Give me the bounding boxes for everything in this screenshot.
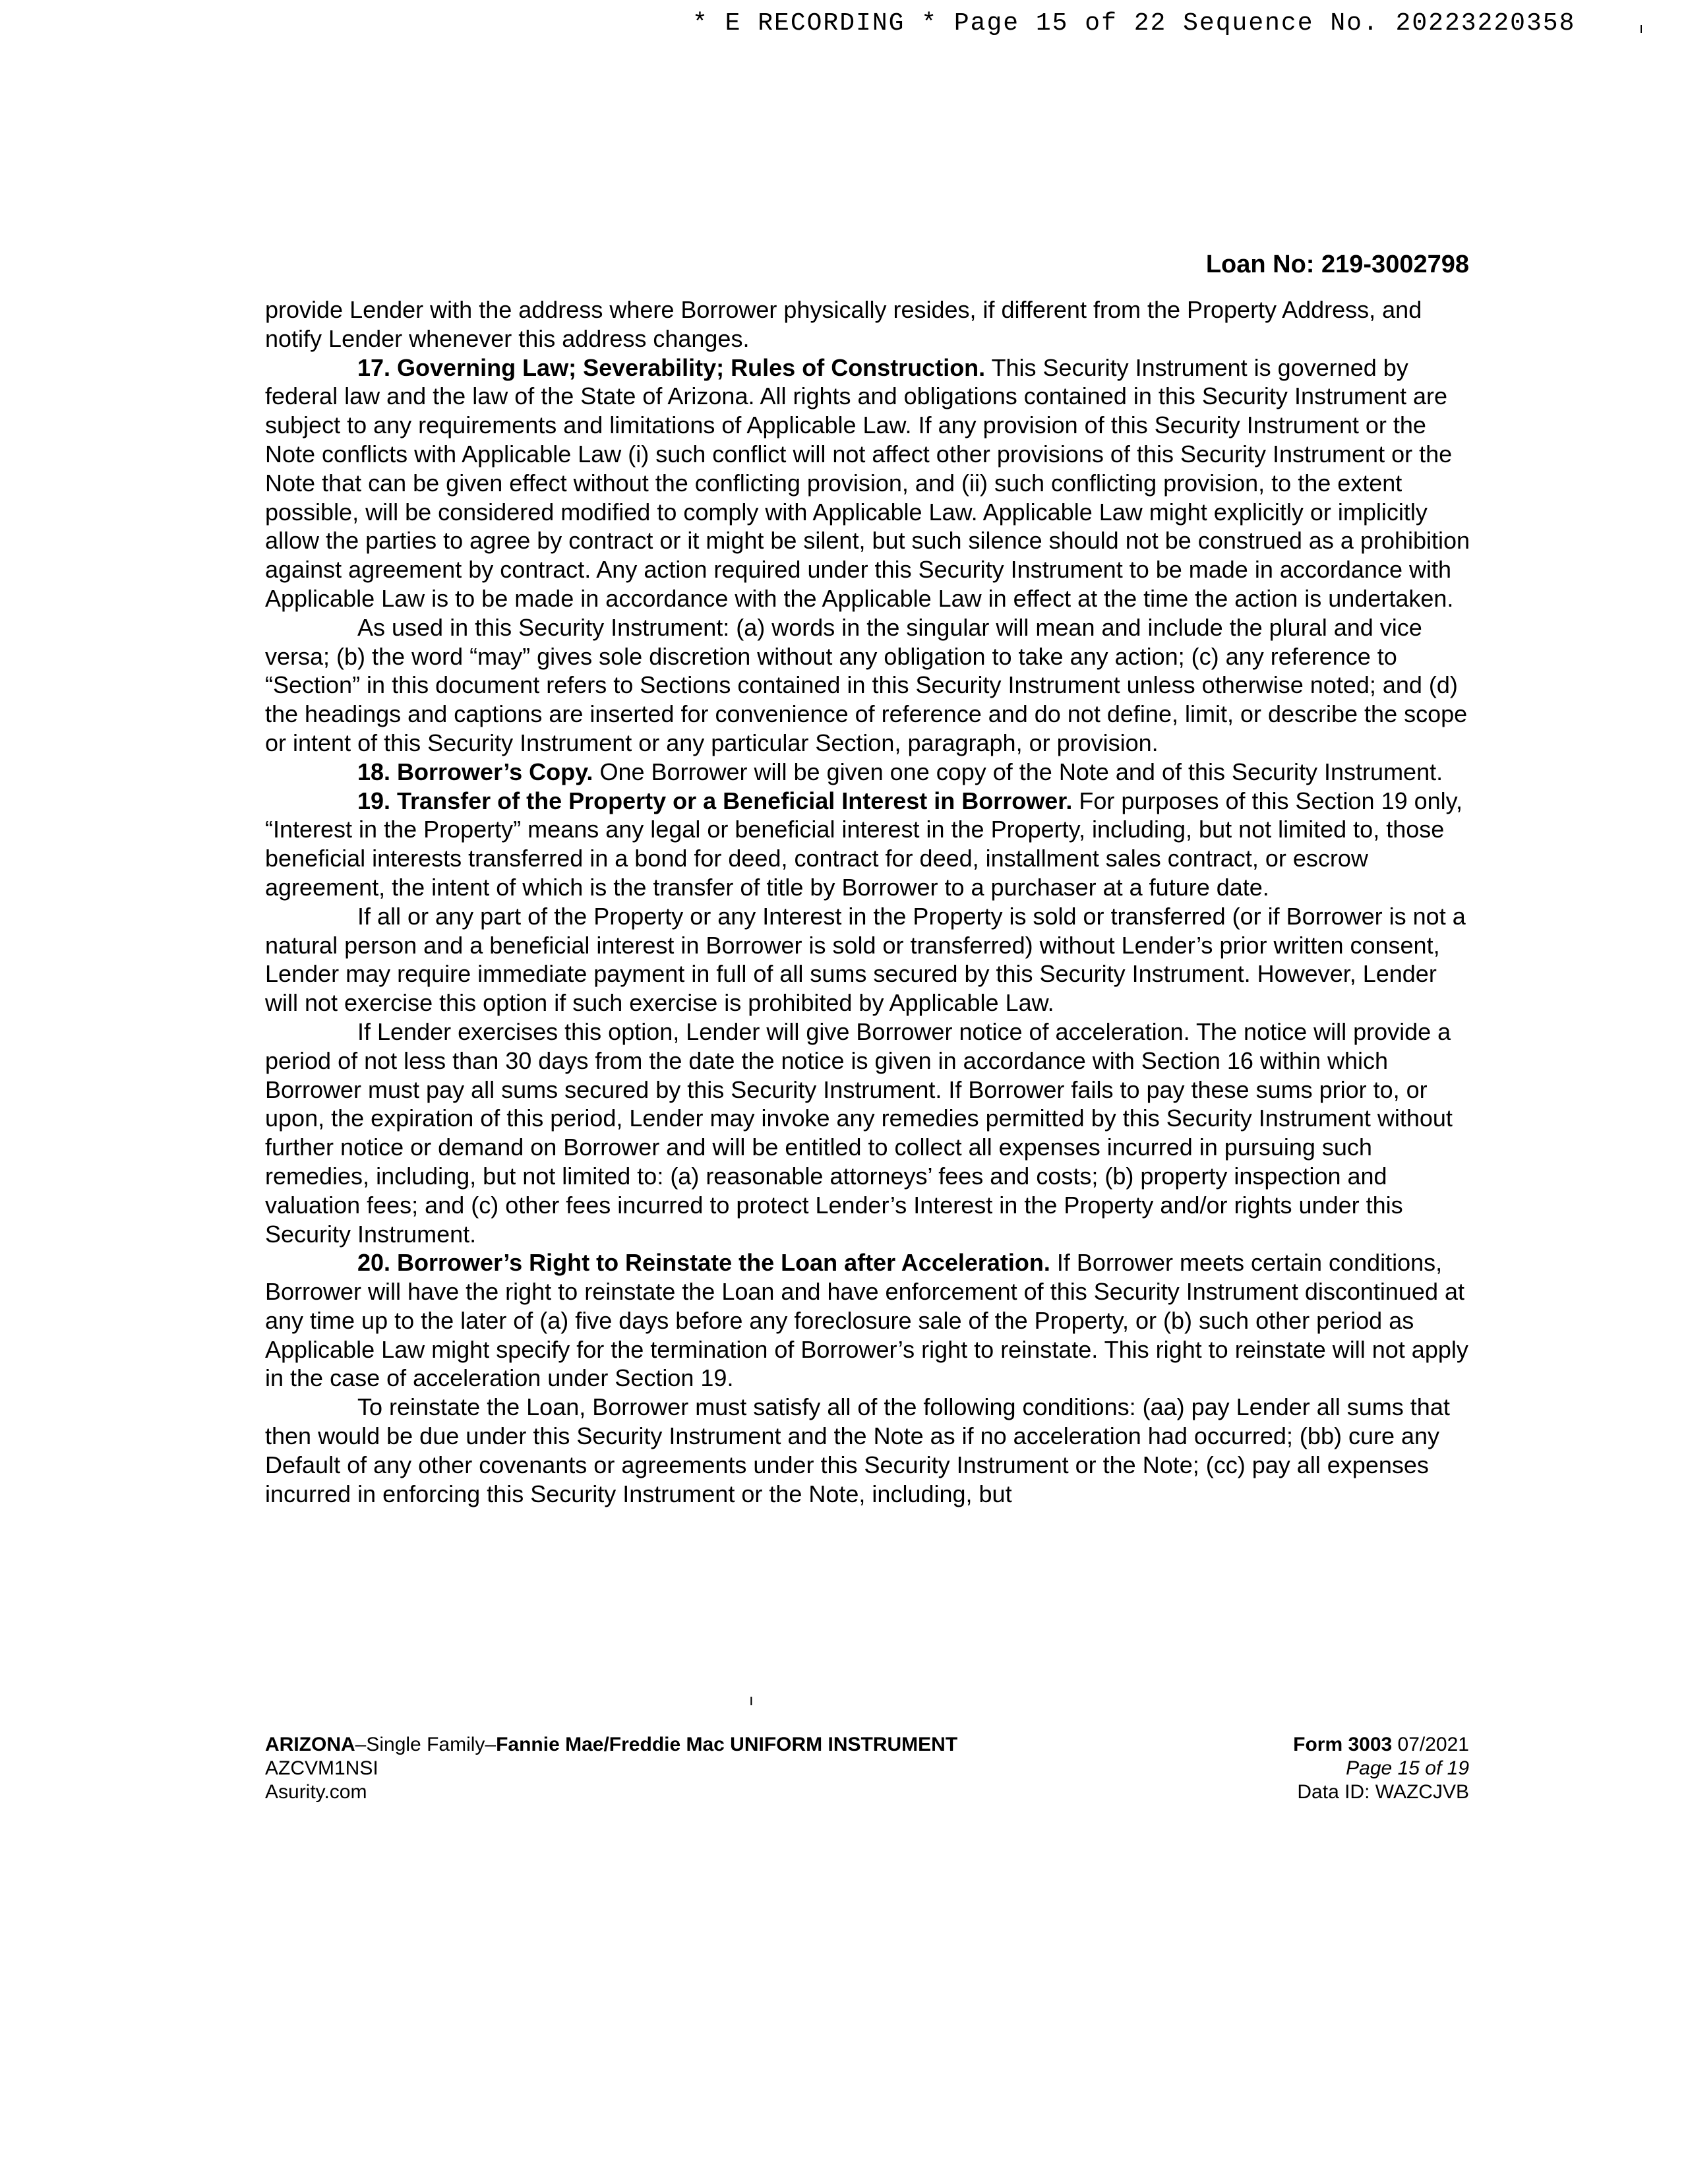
paragraph: To reinstate the Loan, Borrower must satisfy all of the following conditions: (aa) pay Lender all sums that then would be due under this Security Instrument and the Note as if no acceleration had occurred; (bb) cure any Default of any other covenants or agreements under this Security Instrument or the Note; (cc) pay all expenses incurred in enforcing this Security Instrument or the Note, including, but	[265, 1393, 1450, 1507]
paragraph-section-17	[265, 353, 1472, 613]
paragraph-section-18	[265, 758, 1472, 787]
document-body	[265, 295, 1472, 1508]
footer-fannie: Fannie Mae/Freddie Mac UNIFORM INSTRUMENT	[496, 1734, 958, 1755]
section-heading: 20. Borrower’s Right to Reinstate the Loan after Acceleration.	[357, 1249, 1050, 1277]
paragraph-section-20	[265, 1248, 1472, 1393]
footer-form: Form 3003	[1293, 1734, 1393, 1755]
paragraph: If all or any part of the Property or any Interest in the Property is sold or transferred (or if Borrower is not a natural person and a beneficial interest in Borrower is sold or transferred) without Lender’s prior written consent, Lender may require immediate payment in full of all sums secured by this Security Instrument. However, Lender will not exercise this option if such exercise is prohibited by Applicable Law.	[265, 902, 1466, 1017]
loan-number: Loan No: 219-3002798	[1205, 251, 1469, 278]
footer-form-date: 07/2021	[1397, 1734, 1469, 1755]
footer-state: ARIZONA	[265, 1734, 355, 1755]
section-heading: 19. Transfer of the Property or a Beneficial Interest in Borrower.	[357, 787, 1073, 814]
footer-site: Asurity.com	[265, 1781, 367, 1803]
footer-left	[265, 1733, 957, 1804]
section-heading: 17. Governing Law; Severability; Rules of Construction.	[357, 353, 986, 381]
paragraph: If Lender exercises this option, Lender will give Borrower notice of acceleration. The notice will provide a period of not less than 30 days from the date the notice is given in accordance with Section 16 within which Borrower must pay all sums secured by this Security Instrument. If Borrower fails to pay these sums prior to, or upon, the expiration of this period, Lender may invoke any remedies permitted by this Security Instrument without further notice or demand on Borrower and will be entitled to collect all expenses incurred in pursuing such remedies, including, but not limited to: (a) reasonable attorneys’ fees and costs; (b) property inspection and valuation fees; and (c) other fees incurred to protect Lender’s Interest in the Property and/or rights under this Security Instrument.	[265, 1017, 1453, 1248]
footer-form-line	[1293, 1733, 1469, 1757]
section-text: If Borrower meets certain conditions, Borrower will have the right to reinstate the Loan and have enforcement of this Security Instrument discontinued at any time up to the later of (a) five days before any foreclosure sale of the Property, or (b) such other period as Applicable Law might specify for the termination of Borrower’s right to reinstate. This right to reinstate will not apply in the case of acceleration under Section 19.	[265, 1249, 1468, 1392]
paragraph-section-19	[265, 787, 1472, 902]
paragraph: provide Lender with the address where Borrower physically resides, if different from the Property Address, and notify Lender whenever this address changes.	[265, 296, 1422, 352]
footer-family: –Single Family–	[355, 1734, 497, 1755]
section-heading: 18. Borrower’s Copy.	[357, 758, 593, 785]
section-text: For purposes of this Section 19 only, “Interest in the Property” means any legal or beneficial interest in the Property, including, but not limited to, those beneficial interests transferred in a bond for deed, contract for deed, installment sales contract, or escrow agreement, the intent of which is the transfer of title by Borrower to a purchaser at a future date.	[265, 787, 1462, 901]
footer-code: AZCVM1NSI	[265, 1757, 378, 1779]
footer-right	[1293, 1733, 1469, 1804]
section-text: One Borrower will be given one copy of the Note and of this Security Instrument.	[599, 758, 1443, 785]
recording-header: * E RECORDING * Page 15 of 22 Sequence No. 20223220358	[692, 9, 1576, 38]
footer-page: Page 15 of 19	[1346, 1757, 1469, 1779]
stray-mark: ı	[1639, 20, 1644, 36]
stray-mark: ı	[749, 1691, 754, 1709]
paragraph: As used in this Security Instrument: (a) words in the singular will mean and include the plural and vice versa; (b) the word “may” gives sole discretion without any obligation to take any action; (c) any reference to “Section” in this document refers to Sections contained in this Security Instrument unless otherwise noted; and (d) the headings and captions are inserted for convenience of reference and do not define, limit, or describe the scope or intent of this Security Instrument or any particular Section, paragraph, or provision.	[265, 613, 1468, 756]
footer-instrument-line	[265, 1733, 957, 1757]
footer-data-id: Data ID: WAZCJVB	[1297, 1781, 1469, 1803]
section-text: This Security Instrument is governed by federal law and the law of the State of Arizona. All rights and obligations contained in this Security Instrument are subject to any requirements and limitations of Applicable Law. If any provision of this Security Instrument or the Note conflicts with Applicable Law (i) such conflict will not affect other provisions of this Security Instrument or the Note that can be given effect without the conflicting provision, and (ii) such conflicting provision, to the extent possible, will be considered modified to comply with Applicable Law. Applicable Law might explicitly or implicitly allow the parties to agree by contract or it might be silent, but such silence should not be construed as a prohibition against agreement by contract. Any action required under this Security Instrument to be made in accordance with Applicable Law is to be made in accordance with the Applicable Law in effect at the time the action is undertaken.	[265, 353, 1470, 612]
